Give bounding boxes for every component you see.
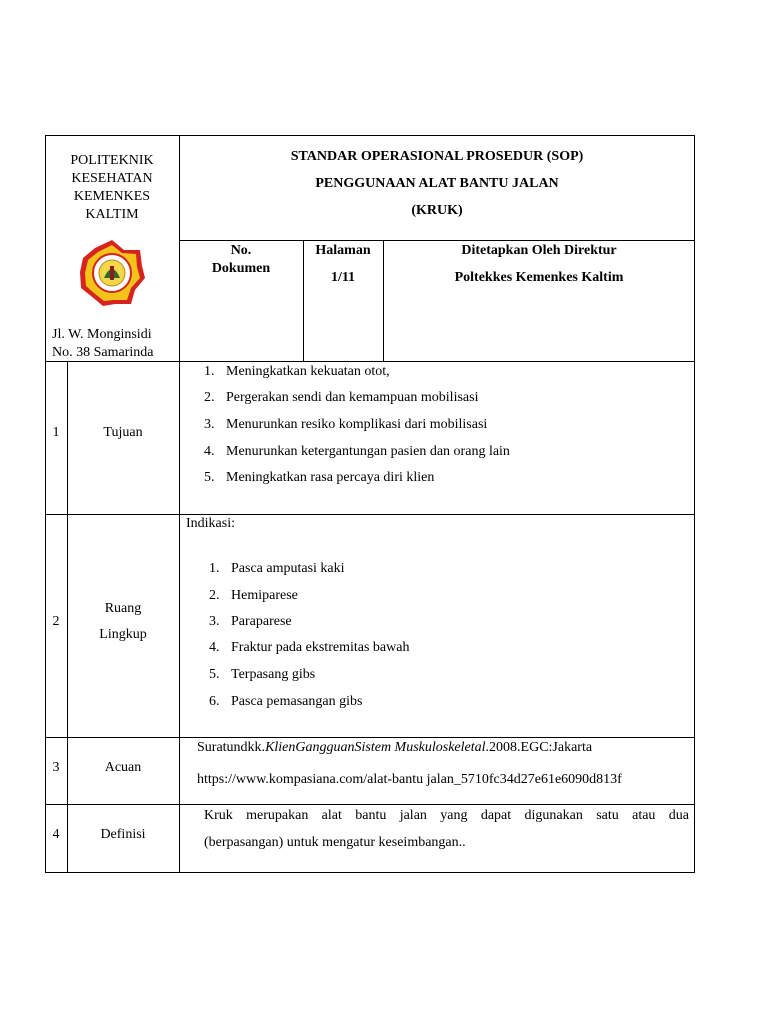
border-row3-bottom [45,804,695,805]
list-item: 5. Terpasang gibs [209,667,316,682]
border-header-bottom [45,361,695,362]
border-header-mid [179,240,695,241]
border-row1-bottom [45,514,695,515]
address-line-1: Jl. W. Monginsidi [52,327,152,342]
list-item: 2. Hemiparese [209,588,298,603]
indikasi-heading: Indikasi: [186,516,235,531]
doc-no-label-2: Dokumen [211,261,271,276]
title-line-2: PENGGUNAAN ALAT BANTU JALAN [315,176,559,191]
title-line-3: (KRUK) [411,203,463,218]
approved-label: Ditetapkan Oleh Direktur [461,243,617,258]
border-bottom [45,872,695,873]
row-2-label-line-2: Lingkup [99,627,147,642]
institution-line-4: KALTIM [85,207,139,222]
address-line-2: No. 38 Samarinda [52,345,154,360]
list-item: 6. Pasca pemasangan gibs [209,694,363,709]
row-3-label: Acuan [104,760,142,775]
list-item: 3. Menurunkan resiko komplikasi dari mobilisasi [204,417,488,432]
title-line-1: STANDAR OPERASIONAL PROSEDUR (SOP) [290,149,584,164]
list-item: 3. Paraparese [209,614,292,629]
row-1-number: 1 [52,425,60,440]
row-4-number: 4 [52,827,60,842]
list-item: 4. Menurunkan ketergantungan pasien dan orang lain [204,444,510,459]
page-value: 1/11 [330,270,356,285]
row-2-label-line-1: Ruang [104,601,142,616]
institution-line-1: POLITEKNIK [70,153,154,168]
border-row2-bottom [45,737,695,738]
institution-line-3: KEMENKES [73,189,151,204]
list-item: 1. Pasca amputasi kaki [209,561,345,576]
institution-line-2: KESEHATAN [71,171,153,186]
approved-value: Poltekkes Kemenkes Kaltim [454,270,624,285]
border-top [45,135,695,136]
definition-line-2: (berpasangan) untuk mengatur keseimbangan.. [204,835,466,850]
list-item: 2. Pergerakan sendi dan kemampuan mobilisasi [204,390,479,405]
list-item: 5. Meningkatkan rasa percaya diri klien [204,470,435,485]
row-4-label: Definisi [100,827,146,842]
list-item: 1. Meningkatkan kekuatan otot, [204,364,390,379]
reference-citation: Suratundkk.KlienGangguanSistem Muskuloskeletal.2008.EGC:Jakarta [197,740,593,755]
row-3-number: 3 [52,760,60,775]
poltekkes-logo-icon [77,238,147,308]
page-label: Halaman [315,243,371,258]
doc-no-label-1: No. [230,243,252,258]
row-2-number: 2 [52,614,60,629]
definition-line-1: Kruk merupakan alat bantu jalan yang dapat digunakan satu atau dua [204,808,689,823]
row-1-label: Tujuan [103,425,143,440]
reference-url[interactable]: https://www.kompasiana.com/alat-bantu jalan_5710fc34d27e61e6090d813f [197,772,622,787]
list-item: 4. Fraktur pada ekstremitas bawah [209,640,410,655]
